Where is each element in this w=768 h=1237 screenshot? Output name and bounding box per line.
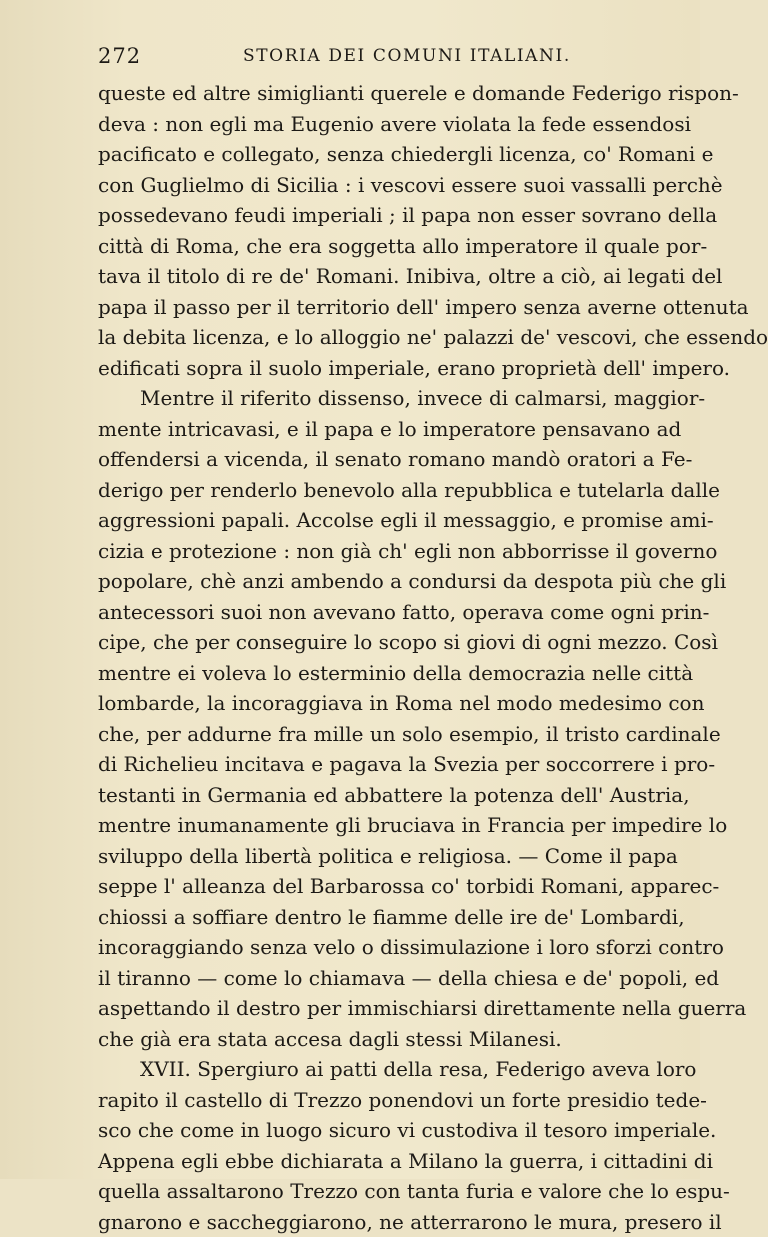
text-line: sviluppo della libertà politica e religiosa. — Come il papa xyxy=(98,841,670,872)
page-number: 272 xyxy=(98,42,141,70)
text-line: testanti in Germania ed abbattere la potenza dell' Austria, xyxy=(98,780,670,811)
text-line: incoraggiando senza velo o dissimulazione i loro sforzi contro xyxy=(98,932,670,963)
text-line: possedevano feudi imperiali ; il papa non esser sovrano della xyxy=(98,200,670,231)
text-line: che, per addurne fra mille un solo esempio, il tristo cardinale xyxy=(98,719,670,750)
text-line: cizia e protezione : non già ch' egli non abborrisse il governo xyxy=(98,536,670,567)
text-line: aspettando il destro per immischiarsi direttamente nella guerra xyxy=(98,993,670,1024)
text-line: aggressioni papali. Accolse egli il messaggio, e promise ami- xyxy=(98,505,670,536)
text-line: popolare, chè anzi ambendo a condursi da despota più che gli xyxy=(98,566,670,597)
text-line: papa il passo per il territorio dell' impero senza averne ottenuta xyxy=(98,292,670,323)
text-line: derigo per renderlo benevolo alla repubblica e tutelarla dalle xyxy=(98,475,670,506)
text-line: mentre inumanamente gli bruciava in Francia per impedire lo xyxy=(98,810,670,841)
text-line: la debita licenza, e lo alloggio ne' palazzi de' vescovi, che essendo xyxy=(98,322,670,353)
running-title: STORIA DEI COMUNI ITALIANI. xyxy=(243,42,571,70)
text-line: cipe, che per conseguire lo scopo si giovi di ogni mezzo. Così xyxy=(98,627,670,658)
text-line: con Guglielmo di Sicilia : i vescovi essere suoi vassalli perchè xyxy=(98,170,670,201)
text-line: antecessori suoi non avevano fatto, operava come ogni prin- xyxy=(98,597,670,628)
text-line: gnarono e saccheggiarono, ne atterrarono le mura, presero il xyxy=(98,1207,670,1237)
text-line: mente intricavasi, e il papa e lo imperatore pensavano ad xyxy=(98,414,670,445)
text-line: pacificato e collegato, senza chiedergli licenza, co' Romani e xyxy=(98,139,670,170)
text-line: quella assaltarono Trezzo con tanta furia e valore che lo espu- xyxy=(98,1176,670,1207)
text-line: Appena egli ebbe dichiarata a Milano la guerra, i cittadini di xyxy=(98,1146,670,1177)
text-line: chiossi a soffiare dentro le fiamme delle ire de' Lombardi, xyxy=(98,902,670,933)
text-line: queste ed altre simiglianti querele e domande Federigo rispon- xyxy=(98,78,670,109)
body-text xyxy=(98,78,670,1237)
text-line: Mentre il riferito dissenso, invece di calmarsi, maggior- xyxy=(98,383,670,414)
text-line: XVII. Spergiuro ai patti della resa, Federigo aveva loro xyxy=(98,1054,670,1085)
text-line: lombarde, la incoraggiava in Roma nel modo medesimo con xyxy=(98,688,670,719)
text-line: di Richelieu incitava e pagava la Svezia per soccorrere i pro- xyxy=(98,749,670,780)
text-line: deva : non egli ma Eugenio avere violata la fede essendosi xyxy=(98,109,670,140)
text-line: che già era stata accesa dagli stessi Milanesi. xyxy=(98,1024,670,1055)
text-line: tava il titolo di re de' Romani. Inibiva, oltre a ciò, ai legati del xyxy=(98,261,670,292)
text-line: città di Roma, che era soggetta allo imperatore il quale por- xyxy=(98,231,670,262)
text-line: mentre ei voleva lo esterminio della democrazia nelle città xyxy=(98,658,670,689)
running-head xyxy=(98,42,670,70)
text-line: seppe l' alleanza del Barbarossa co' torbidi Romani, apparec- xyxy=(98,871,670,902)
text-line: edificati sopra il suolo imperiale, erano proprietà dell' impero. xyxy=(98,353,670,384)
text-line: rapito il castello di Trezzo ponendovi un forte presidio tede- xyxy=(98,1085,670,1116)
text-line: offendersi a vicenda, il senato romano mandò oratori a Fe- xyxy=(98,444,670,475)
text-line: il tiranno — come lo chiamava — della chiesa e de' popoli, ed xyxy=(98,963,670,994)
text-line: sco che come in luogo sicuro vi custodiva il tesoro imperiale. xyxy=(98,1115,670,1146)
